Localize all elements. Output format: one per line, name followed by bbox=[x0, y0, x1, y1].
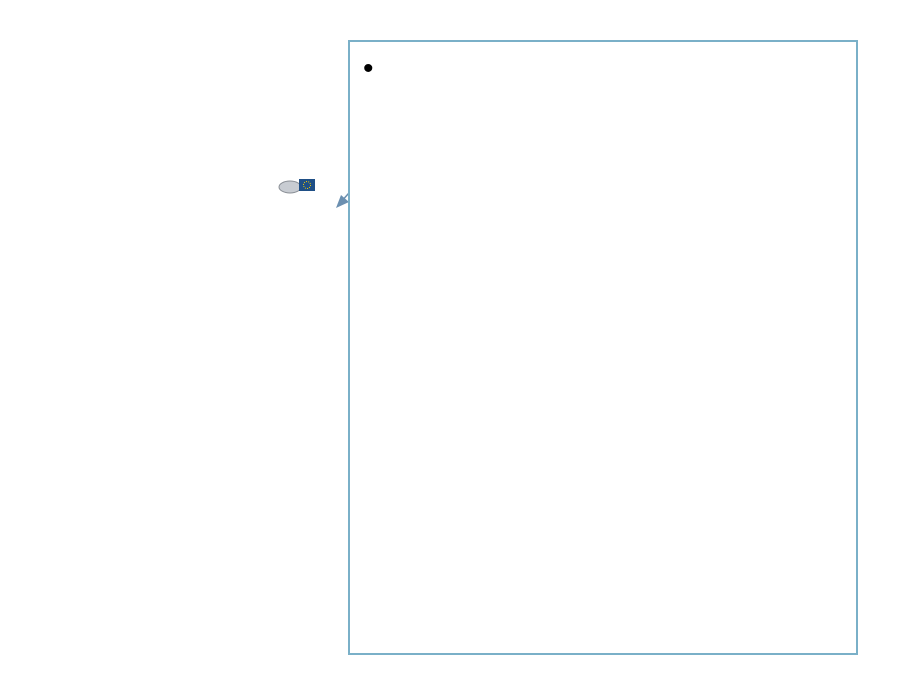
text-box bbox=[348, 40, 858, 655]
european-parliament-logo bbox=[278, 176, 316, 194]
bullet-icon: • bbox=[363, 52, 374, 85]
calendar-thumbnail bbox=[33, 207, 318, 647]
